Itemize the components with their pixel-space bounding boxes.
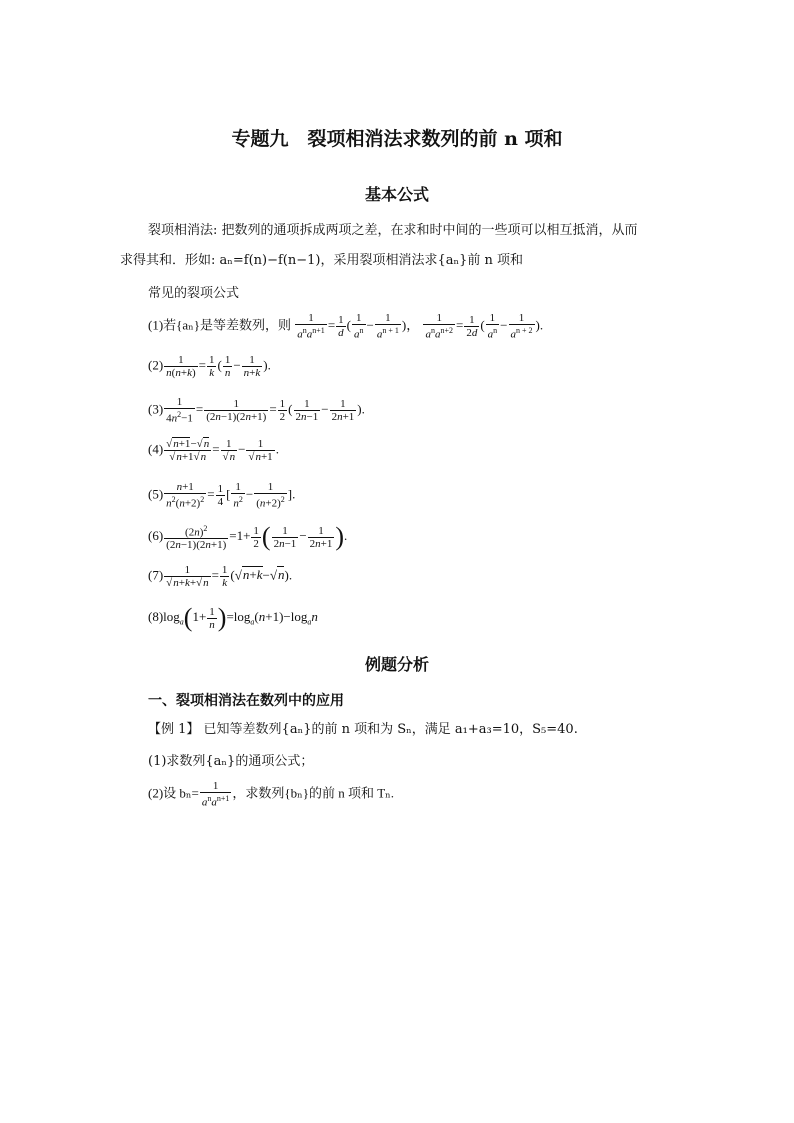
formula-6-label: (6) — [148, 527, 164, 543]
intro-line-2: 求得其和．形如: aₙ=f(n)−f(n−1)，采用裂项相消法求{aₙ}前 n 项和 — [120, 253, 524, 268]
example-1-question-1: (1)求数列{aₙ}的通项公式； — [148, 754, 314, 769]
formula-7: (7) $\frac{1}{√n+k+√n}$ = $\frac{1}{k}$ (√n+k−√n). — [148, 564, 293, 589]
example-1-tag: 【例 1】 — [148, 722, 200, 737]
question-2-suffix: ，求数列{bₙ}的前 n 项和 Tₙ. — [232, 785, 395, 801]
intro-line-3: 常见的裂项公式 — [148, 286, 240, 301]
formula-5-label: (5) — [148, 486, 164, 502]
formula-8: $(8)\log_a(1+$ $\frac{1}{n}$ )$=\log_a(n+1)-\log_an$ — [148, 603, 318, 632]
section-heading-examples: 例题分析 — [364, 655, 429, 674]
formula-1: (1)若{aₙ}是等差数列，则 $\frac{1}{a^na^{n+1}}$ = $\frac{1}{d}$ ( $\frac{1}{a^n}$ − $\frac{1}{a^{n + 1}}$ )， $\frac{1}{a^na^{n+2}}$ = $\frac{1}{2d}$ ( $\frac{1}{a^n}$ − $\frac{1}{a^{n + 2}}$ ). — [148, 312, 544, 341]
example-1-question-2: (2)设 bₙ= $\frac{1}{a^na^{n+1}}$ ，求数列{bₙ}的前 n 项和 Tₙ. — [148, 780, 395, 809]
formula-2: (2) $\frac{1}{n(n+k)}$ = $\frac{1}{k}$ ( $\frac{1}{n}$ − $\frac{1}{n+k}$ ). — [148, 354, 271, 379]
formula-6: (6) $\frac{(2n)^2}{(2n-1)(2n+1)}$ =1+ $\frac{1}{2}$ ( $\frac{1}{2n-1}$ − $\frac{1}{2n+1}$ ). — [148, 522, 348, 552]
question-2-prefix: (2)设 bₙ= — [148, 785, 199, 801]
example-1-stem-line — [148, 720, 578, 740]
formula-4: (4) $\frac{√n+1-√n}{√n+1√n}$ = $\frac{1}{√n}$ − $\frac{1}{√n+1}$ . — [148, 438, 279, 463]
formula-7-label: (7) — [148, 567, 164, 583]
subsection-heading: 一、裂项相消法在数列中的应用 — [148, 693, 344, 709]
formula-8-label: (8)log — [148, 608, 180, 624]
section-heading-basic-formulas: 基本公式 — [364, 185, 429, 204]
intro-line-1: 裂项相消法: 把数列的通项拆成两项之差，在求和时中间的一些项可以相互抵消，从而 — [148, 223, 638, 238]
example-1-stem: 已知等差数列{aₙ}的前 n 项和为 Sₙ，满足 a₁+a₃=10，S₅=40. — [203, 722, 578, 737]
formula-5: (5) $\frac{n+1}{n^2(n+2)^2}$ = $\frac{1}{4}$ [ $\frac{1}{n^2}$ − $\frac{1}{(n+2)^2}$ ]. — [148, 481, 296, 510]
page-title: 专题九 裂项相消法求数列的前 n 项和 — [231, 128, 563, 150]
formula-2-label: (2) — [148, 357, 164, 373]
formula-3-label: (3) — [148, 401, 164, 417]
formula-1-label: (1)若{aₙ}是等差数列，则 — [148, 317, 292, 333]
formula-3: (3) $\frac{1}{4n^2-1}$ = $\frac{1}{(2n-1)(2n+1)}$ = $\frac{1}{2}$ ( $\frac{1}{2n-1}$ − $\frac{1}{2n+1}$ ). — [148, 396, 365, 425]
formula-4-label: (4) — [148, 441, 164, 457]
